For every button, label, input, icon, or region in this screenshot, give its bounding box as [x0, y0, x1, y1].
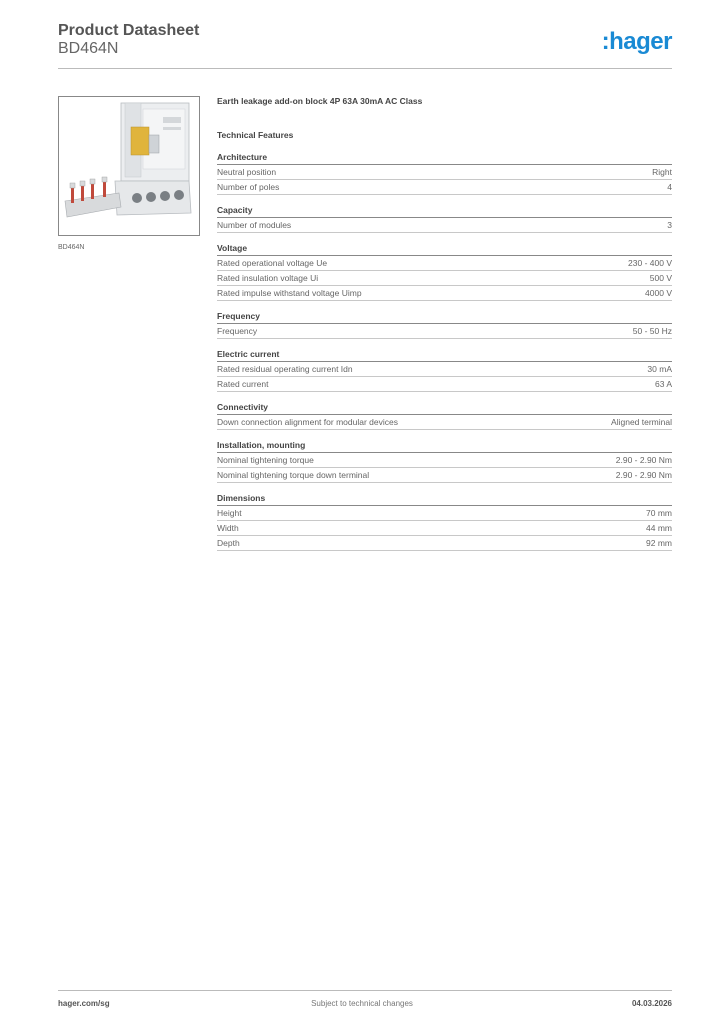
spec-row	[217, 453, 672, 468]
spec-label: Number of poles	[217, 182, 280, 192]
spec-value: Right	[652, 167, 672, 177]
features-heading: Technical Features	[217, 130, 294, 140]
footer-divider	[58, 990, 672, 991]
section-title: Architecture	[217, 150, 672, 165]
spec-row	[217, 468, 672, 483]
product-image	[58, 96, 200, 236]
spec-row	[217, 165, 672, 180]
section-dimensions	[217, 491, 672, 551]
section-capacity	[217, 203, 672, 233]
spec-value: 500 V	[649, 273, 672, 283]
spec-value: 4000 V	[645, 288, 672, 298]
spec-row	[217, 506, 672, 521]
spec-row	[217, 256, 672, 271]
spec-row	[217, 286, 672, 301]
section-title: Voltage	[217, 241, 672, 256]
section-installation	[217, 438, 672, 483]
spec-value: 70 mm	[646, 508, 672, 518]
technical-content	[217, 94, 672, 559]
spec-value: 50 - 50 Hz	[632, 326, 672, 336]
section-electric-current	[217, 347, 672, 392]
spec-value: 4	[667, 182, 672, 192]
spec-label: Nominal tightening torque	[217, 455, 314, 465]
spec-label: Number of modules	[217, 220, 292, 230]
product-code: BD464N	[58, 40, 119, 57]
section-voltage	[217, 241, 672, 301]
product-illustration	[59, 97, 199, 235]
spec-label: Rated insulation voltage Ui	[217, 273, 319, 283]
spec-value: 30 mA	[647, 364, 672, 374]
section-title: Electric current	[217, 347, 672, 362]
spec-label: Depth	[217, 538, 240, 548]
spec-row	[217, 377, 672, 392]
spec-label: Width	[217, 523, 239, 533]
section-title: Capacity	[217, 203, 672, 218]
spec-value: 2.90 - 2.90 Nm	[615, 455, 672, 465]
header-divider	[58, 68, 672, 69]
spec-label: Rated impulse withstand voltage Uimp	[217, 288, 362, 298]
section-title: Frequency	[217, 309, 672, 324]
spec-row	[217, 218, 672, 233]
spec-label: Frequency	[217, 326, 258, 336]
spec-label: Height	[217, 508, 242, 518]
spec-value: 3	[667, 220, 672, 230]
spec-row	[217, 536, 672, 551]
spec-label: Neutral position	[217, 167, 277, 177]
footer-notice: Subject to technical changes	[311, 999, 413, 1008]
product-description: Earth leakage add-on block 4P 63A 30mA AC Class	[217, 96, 423, 106]
spec-row	[217, 521, 672, 536]
spec-value: Aligned terminal	[611, 417, 672, 427]
footer-date: 04.03.2026	[631, 999, 672, 1008]
spec-label: Nominal tightening torque down terminal	[217, 470, 370, 480]
footer-website-link[interactable]: hager.com/sg	[58, 999, 110, 1008]
spec-row	[217, 180, 672, 195]
spec-label: Rated residual operating current Idn	[217, 364, 353, 374]
section-frequency	[217, 309, 672, 339]
spec-value: 230 - 400 V	[628, 258, 672, 268]
spec-row	[217, 415, 672, 430]
spec-label: Rated current	[217, 379, 269, 389]
spec-value: 92 mm	[646, 538, 672, 548]
spec-label: Rated operational voltage Ue	[217, 258, 328, 268]
spec-row	[217, 324, 672, 339]
spec-row	[217, 362, 672, 377]
section-title: Connectivity	[217, 400, 672, 415]
spec-label: Down connection alignment for modular devices	[217, 417, 398, 427]
section-title: Dimensions	[217, 491, 672, 506]
spec-row	[217, 271, 672, 286]
spec-value: 2.90 - 2.90 Nm	[615, 470, 672, 480]
section-title: Installation, mounting	[217, 438, 672, 453]
image-caption: BD464N	[58, 244, 85, 251]
section-architecture	[217, 150, 672, 195]
spec-value: 63 A	[654, 379, 672, 389]
page-title: Product Datasheet	[58, 22, 200, 39]
hager-logo: :hager	[601, 28, 672, 55]
spec-value: 44 mm	[646, 523, 672, 533]
section-connectivity	[217, 400, 672, 430]
